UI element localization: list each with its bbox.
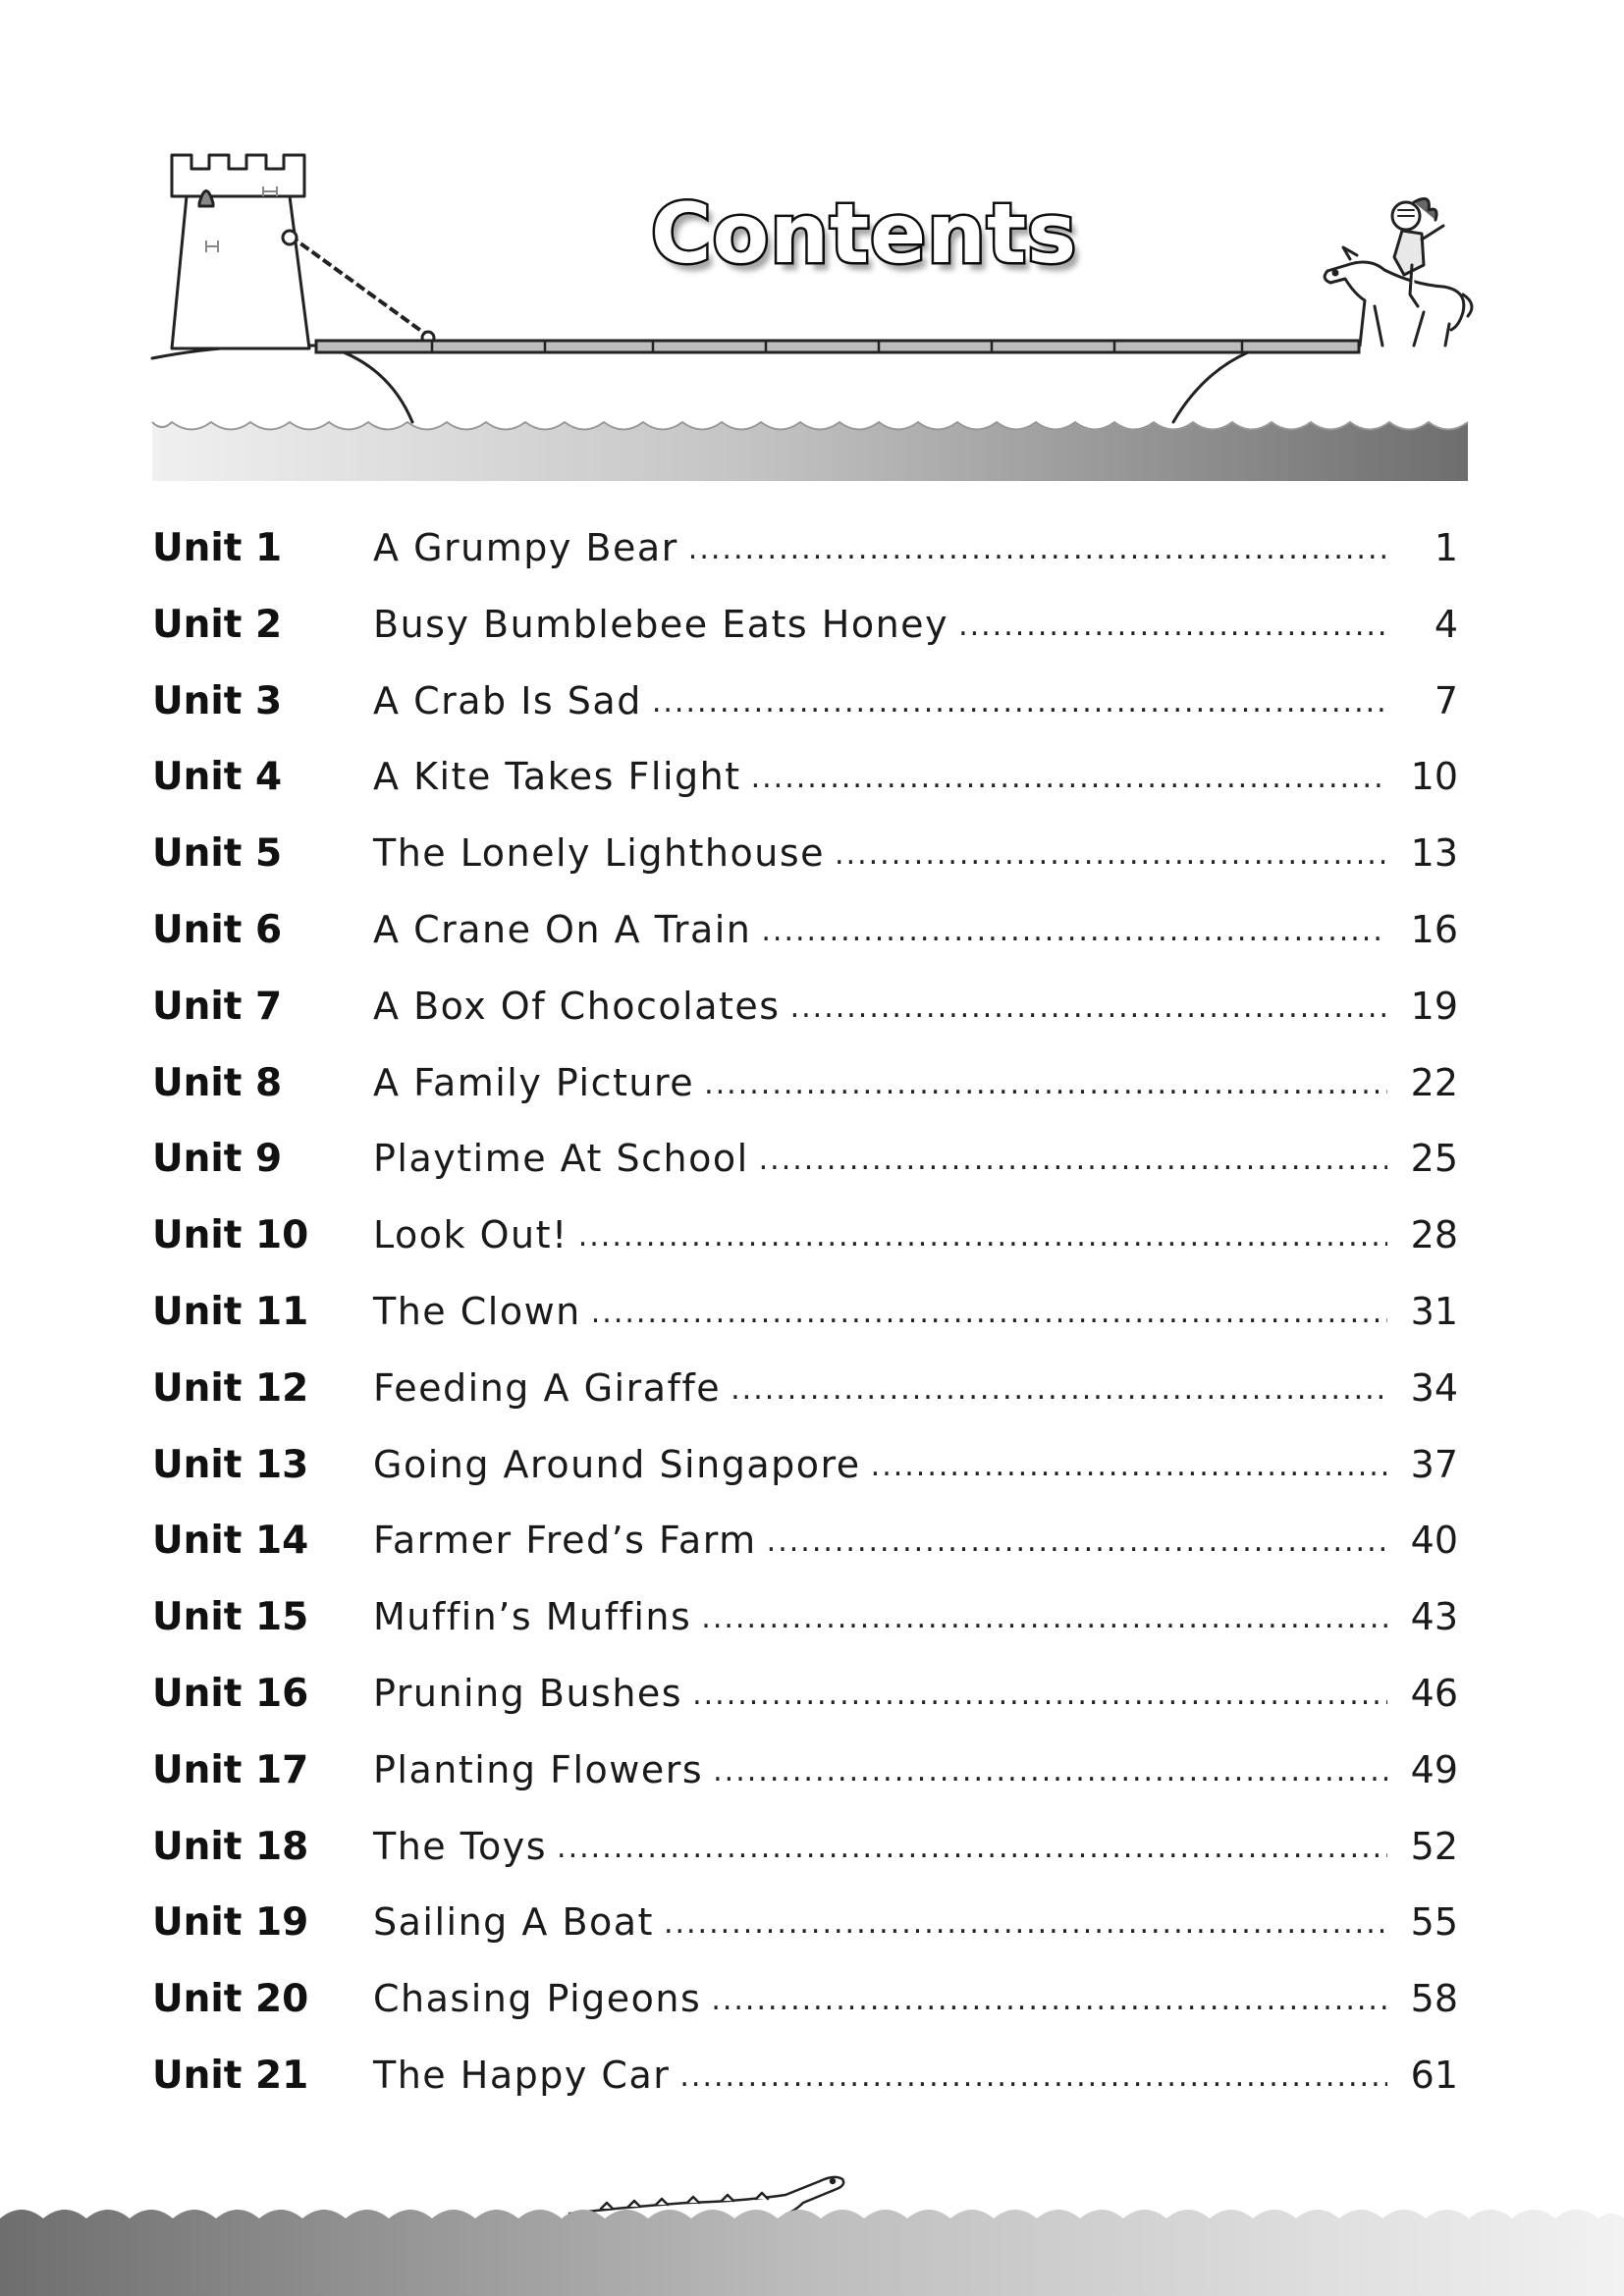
page-number: 7	[1434, 678, 1458, 722]
dot-leader	[835, 817, 1387, 893]
dot-leader	[731, 1352, 1387, 1428]
toc-row[interactable]	[152, 1427, 1458, 1504]
unit-label: Unit 7	[152, 984, 283, 1029]
unit-title: A Kite Takes Flight	[373, 755, 741, 799]
unit-label: Unit 5	[152, 831, 283, 877]
page-number: 10	[1410, 755, 1458, 799]
unit-title: A Crab Is Sad	[373, 678, 642, 722]
unit-label: Unit 18	[152, 1824, 309, 1869]
page-number: 61	[1410, 2053, 1458, 2097]
unit-label: Unit 3	[152, 678, 283, 723]
dot-leader	[652, 665, 1387, 741]
page-number: 31	[1410, 1289, 1458, 1333]
knight-on-horse-icon	[1325, 198, 1472, 346]
page-title: Contents	[650, 186, 1078, 282]
page-number: 34	[1410, 1365, 1458, 1410]
page-number: 49	[1410, 1747, 1458, 1791]
dot-leader	[704, 1046, 1387, 1123]
dot-leader	[767, 1504, 1387, 1580]
page-number: 40	[1410, 1519, 1458, 1563]
page-number: 4	[1434, 602, 1458, 646]
dot-leader	[958, 588, 1387, 665]
page-number: 55	[1410, 1900, 1458, 1945]
unit-title: Busy Bumblebee Eats Honey	[373, 602, 949, 646]
castle-tower-icon	[172, 155, 309, 348]
unit-title: The Happy Car	[373, 2053, 671, 2097]
unit-label: Unit 6	[152, 907, 283, 952]
unit-label: Unit 17	[152, 1747, 309, 1792]
unit-title: Feeding A Giraffe	[373, 1365, 722, 1410]
dot-leader	[751, 740, 1387, 817]
page-number: 13	[1410, 831, 1458, 876]
unit-title: The Toys	[373, 1824, 548, 1868]
dot-leader	[578, 1199, 1387, 1275]
page-number: 22	[1410, 1060, 1458, 1104]
toc-row[interactable]	[152, 1351, 1458, 1427]
dot-leader	[679, 2039, 1387, 2115]
unit-title: Going Around Singapore	[373, 1442, 861, 1486]
page-number: 19	[1410, 984, 1458, 1028]
unit-title: Playtime At School	[373, 1137, 749, 1181]
unit-title: Farmer Fred’s Farm	[373, 1519, 757, 1563]
toc-row[interactable]	[152, 1885, 1458, 1961]
unit-label: Unit 2	[152, 602, 283, 647]
page-number: 16	[1410, 907, 1458, 951]
dot-leader	[692, 1657, 1387, 1734]
dot-leader	[701, 1580, 1387, 1657]
toc-row[interactable]	[152, 1809, 1458, 1886]
unit-title: A Grumpy Bear	[373, 526, 678, 569]
toc-row[interactable]	[152, 1198, 1458, 1274]
dot-leader	[557, 1810, 1387, 1887]
page-number: 1	[1434, 526, 1458, 569]
toc-row[interactable]	[152, 1656, 1458, 1733]
unit-label: Unit 9	[152, 1137, 283, 1182]
toc-row[interactable]	[152, 510, 1458, 587]
unit-label: Unit 11	[152, 1289, 309, 1334]
unit-label: Unit 8	[152, 1060, 283, 1105]
toc-row[interactable]	[152, 816, 1458, 892]
toc-row[interactable]	[152, 1733, 1458, 1809]
unit-label: Unit 14	[152, 1519, 309, 1564]
toc-row[interactable]	[152, 969, 1458, 1045]
page-number: 46	[1410, 1671, 1458, 1715]
page-number: 58	[1410, 1977, 1458, 2021]
page-number: 28	[1410, 1213, 1458, 1257]
wave-band-icon	[152, 422, 1468, 481]
dot-leader	[759, 1122, 1387, 1199]
toc-row[interactable]	[152, 1121, 1458, 1198]
unit-label: Unit 13	[152, 1442, 309, 1487]
unit-label: Unit 4	[152, 755, 283, 800]
footer-illustration	[0, 2120, 1624, 2296]
toc-row[interactable]	[152, 892, 1458, 969]
page-number: 37	[1410, 1442, 1458, 1486]
unit-title: A Family Picture	[373, 1060, 695, 1104]
unit-title: Chasing Pigeons	[373, 1977, 702, 2021]
dot-leader	[688, 511, 1387, 588]
toc-row[interactable]	[152, 1274, 1458, 1351]
page-number: 25	[1410, 1137, 1458, 1181]
dot-leader	[711, 1962, 1387, 2039]
unit-label: Unit 19	[152, 1900, 309, 1946]
unit-label: Unit 15	[152, 1595, 309, 1640]
dot-leader	[664, 1886, 1387, 1962]
unit-title: Look Out!	[373, 1213, 568, 1257]
toc-row[interactable]	[152, 1045, 1458, 1122]
dot-leader	[591, 1275, 1387, 1352]
toc-row[interactable]	[152, 739, 1458, 816]
unit-title: The Lonely Lighthouse	[373, 831, 826, 876]
page-number: 52	[1410, 1824, 1458, 1868]
unit-title: Pruning Bushes	[373, 1671, 683, 1715]
unit-title: The Clown	[373, 1289, 581, 1333]
unit-label: Unit 1	[152, 526, 283, 570]
dot-leader	[871, 1428, 1387, 1505]
unit-title: Sailing A Boat	[373, 1900, 654, 1945]
unit-title: A Crane On A Train	[373, 907, 752, 951]
dot-leader	[713, 1734, 1387, 1810]
unit-title: A Box Of Chocolates	[373, 984, 781, 1028]
unit-title: Planting Flowers	[373, 1747, 704, 1791]
toc-row[interactable]	[152, 1503, 1458, 1579]
unit-label: Unit 10	[152, 1213, 309, 1258]
crocodile-icon	[569, 2177, 843, 2215]
table-of-contents	[152, 510, 1458, 2114]
toc-row[interactable]	[152, 2038, 1458, 2114]
toc-row[interactable]	[152, 664, 1458, 740]
toc-row[interactable]	[152, 1579, 1458, 1656]
toc-row[interactable]	[152, 1961, 1458, 2038]
dot-leader	[761, 893, 1387, 970]
page-number: 43	[1410, 1595, 1458, 1639]
unit-label: Unit 16	[152, 1671, 309, 1716]
unit-title: Muffin’s Muffins	[373, 1595, 692, 1639]
toc-row[interactable]	[152, 587, 1458, 664]
unit-label: Unit 20	[152, 1977, 309, 2022]
dot-leader	[790, 970, 1387, 1046]
unit-label: Unit 21	[152, 2053, 309, 2098]
unit-label: Unit 12	[152, 1365, 309, 1411]
